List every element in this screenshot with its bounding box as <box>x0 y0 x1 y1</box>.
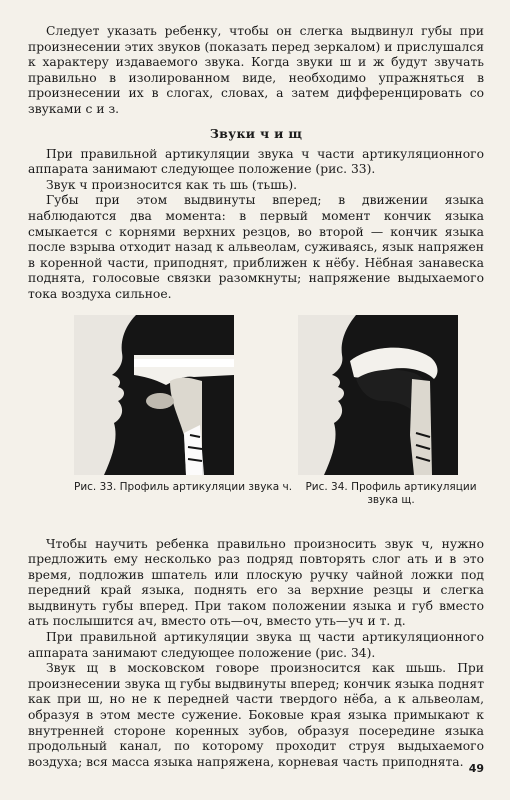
paragraph-ch-teaching: Чтобы научить ребенка правильно произносить звук ч, нужно предложить ему несколько раз подряд повторять слог ать и в это время, подложив шпатель или плоскую ручку чайной ложки под передний край языка, поднять его за верхние резцы и слегка выдвинуть губы вперед. При таком положении языка и губ вместо ать послышится ач, вместо оть—оч, вместо уть—уч и т. д. <box>28 536 484 629</box>
paragraph-ch-description: Губы при этом выдвинуты вперед; в движении языка наблюдаются два момента: в первый момент кончик языка смыкается с корнями верхних резцов, во второй — кончик языка после взрыва отходит назад к альвеолам, суживаясь, язык напряжен в коренной части, приподнят, приближен к нёбу. Нёбная занавеска поднята, голосовые связки разомкнуты; напряжение выдыхаемого тока воздуха сильное. <box>28 193 484 301</box>
figure-33-caption: Рис. 33. Профиль артикуляции звука ч. <box>74 480 293 493</box>
figure-34-caption: Рис. 34. Профиль артикуляции звука щ. <box>305 480 477 506</box>
figure-34 <box>298 315 484 507</box>
paragraph-shch-description: Звук щ в московском говоре произносится как шьшь. При произнесении звука щ губы выдвинуты вперед; кончик языка поднят как при ш, но не к передней части твердого нёба, а к альвеолам, образуя в этом месте сужение. Боковые края языка примыкают к внутренней стороне коренных зубов, образуя посередине языка продольный канал, по которому проходит струя выдыхаемого воздуха; вся масса языка напряжена, корневая часть приподнята. <box>28 661 484 769</box>
paragraph-shch-articulation: При правильной артикуляции звука щ части артикуляционного аппарата занимают следующее положение (рис. 34). <box>28 630 484 660</box>
section-heading: Звуки ч и щ <box>209 125 303 141</box>
figures-row <box>28 315 484 533</box>
articulation-profile-shch-image <box>298 315 458 475</box>
page-number: 49 <box>468 762 484 775</box>
paragraph-intro: Следует указать ребенку, чтобы он слегка выдвинул губы при произнесении этих звуков (показать перед зеркалом) и прислушался к характеру издаваемого звука. Когда звуки ш и ж будут звучать правильно в изолированном виде, необходимо упражняться в произнесении их в слогах, словах, а затем дифференцировать со звуками с и з. <box>28 24 484 116</box>
figure-33 <box>74 315 292 494</box>
paragraph-ch-articulation: При правильной артикуляции звука ч части артикуляционного аппарата занимают следующее положение (рис. 33). <box>28 146 484 177</box>
articulation-profile-ch-image <box>74 315 234 475</box>
paragraph-ch-sound: Звук ч произносится как ть шь (тьшь). <box>46 177 298 192</box>
